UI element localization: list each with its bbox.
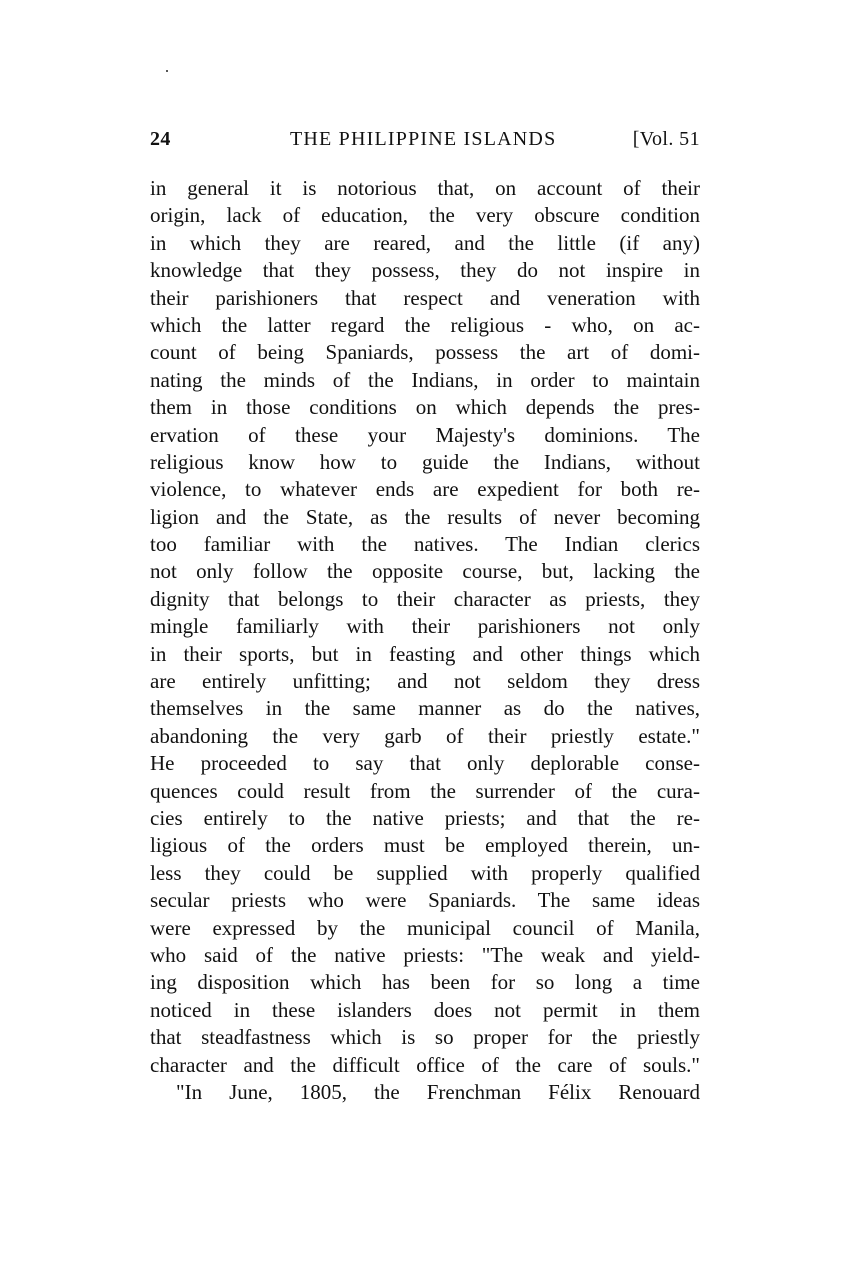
- text-line: in which they are reared, and the little (if any): [150, 230, 700, 255]
- text-line: noticed in these islanders does not permit in them: [150, 997, 700, 1022]
- body-text: [150, 175, 700, 1106]
- text-line: in their sports, but in feasting and other things which: [150, 641, 700, 666]
- scan-speck: [166, 70, 168, 72]
- text-line: ligious of the orders must be employed therein, un-: [150, 833, 700, 858]
- text-line: are entirely unfitting; and not seldom they dress: [150, 669, 700, 694]
- paragraph-start-line: "In June, 1805, the Frenchman Félix Renouard: [176, 1079, 700, 1104]
- text-line: He proceeded to say that only deplorable conse-: [150, 751, 700, 776]
- text-line: violence, to whatever ends are expedient for both re-: [150, 477, 700, 502]
- page-number: 24: [150, 128, 171, 150]
- text-line: less they could be supplied with properly qualified: [150, 860, 700, 885]
- volume-label: [Vol. 51: [632, 128, 700, 150]
- text-line: mingle familiarly with their parishioners not only: [150, 614, 700, 639]
- text-line: knowledge that they possess, they do not inspire in: [150, 258, 700, 283]
- text-line: in general it is notorious that, on account of their: [150, 176, 700, 200]
- text-line: not only follow the opposite course, but, lacking the: [150, 559, 700, 584]
- text-line: ing disposition which has been for so long a time: [150, 970, 700, 995]
- running-title: THE PHILIPPINE ISLANDS: [290, 128, 557, 150]
- text-line: ligion and the State, as the results of never becoming: [150, 504, 700, 529]
- text-line: abandoning the very garb of their priestly estate.": [150, 723, 700, 748]
- text-line: dignity that belongs to their character as priests, they: [150, 586, 700, 611]
- text-line: that steadfastness which is so proper for the priestly: [150, 1025, 700, 1050]
- text-line: cies entirely to the native priests; and that the re-: [150, 805, 700, 830]
- text-line: themselves in the same manner as do the natives,: [150, 696, 700, 721]
- text-line: character and the difficult office of the care of souls.": [150, 1052, 700, 1077]
- text-line: nating the minds of the Indians, in order to maintain: [150, 367, 700, 392]
- text-line: quences could result from the surrender of the cura-: [150, 778, 700, 803]
- text-line: too familiar with the natives. The Indian clerics: [150, 532, 700, 557]
- text-line: who said of the native priests: "The weak and yield-: [150, 942, 700, 967]
- text-line: secular priests who were Spaniards. The same ideas: [150, 888, 700, 913]
- text-line: their parishioners that respect and veneration with: [150, 285, 700, 310]
- text-line: were expressed by the municipal council of Manila,: [150, 915, 700, 940]
- text-line: them in those conditions on which depends the pres-: [150, 395, 700, 420]
- running-header: [150, 128, 700, 156]
- text-line: ervation of these your Majesty's dominions. The: [150, 422, 700, 447]
- text-line: which the latter regard the religious - who, on ac-: [150, 312, 700, 337]
- text-line: religious know how to guide the Indians, without: [150, 449, 700, 474]
- text-line: count of being Spaniards, possess the art of domi-: [150, 340, 700, 365]
- text-line: origin, lack of education, the very obscure condition: [150, 203, 700, 228]
